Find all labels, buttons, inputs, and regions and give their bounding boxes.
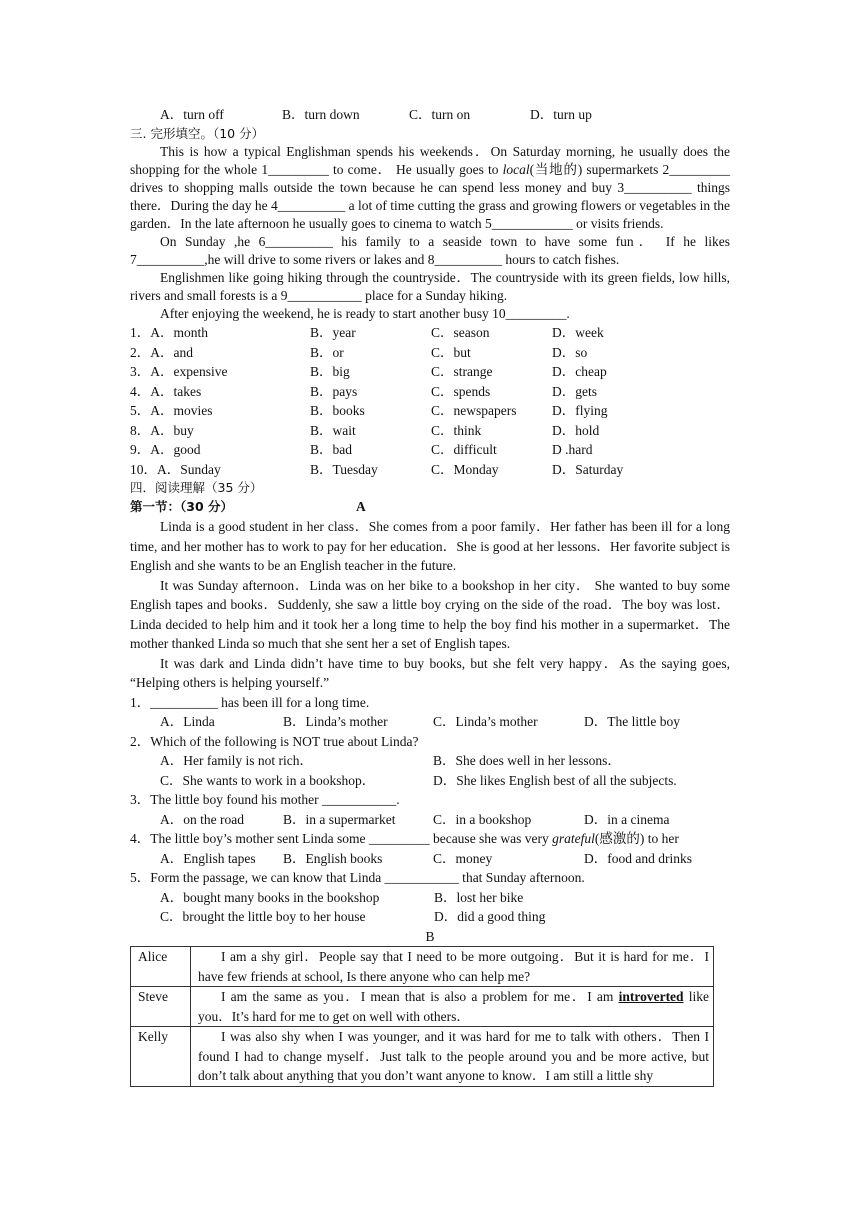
cloze-option: 9．A．good: [130, 442, 201, 457]
option-a: A．on the road: [160, 811, 244, 827]
cloze-option: 8．A．buy: [130, 422, 194, 438]
steve-text: I am the same as you．I mean that is also a problem for me．I am: [221, 989, 619, 1004]
option-a: A．Her family is not rich．: [160, 753, 313, 768]
cloze-option: C．newspapers: [431, 403, 517, 418]
cloze-option: C．think: [431, 422, 482, 438]
option-b: B．lost her bike: [434, 889, 524, 905]
cloze-option: 4．A．takes: [130, 383, 202, 399]
cloze-paragraph-2: On Sunday ,he 6__________ his family to a seaside town to have some fun． If he likes 7__________,he will drive to some rivers or lakes and 8__________ hours to catch fishes.: [130, 234, 730, 267]
section3-heading: 三. 完形填空。（10 分）: [130, 126, 265, 141]
option-d: D．She likes English best of all the subjects.: [433, 772, 677, 788]
question-4-gloss: (感激的) to her: [594, 831, 679, 846]
table-row: [131, 947, 714, 987]
option-b: B．Linda’s mother: [283, 714, 388, 729]
option-d: D．in a cinema: [584, 811, 670, 827]
cloze-paragraph-3: Englishmen like going hiking through the countryside．The countryside with its green fields, low hills, rivers and small forests is a 9___________ place for a Sunday hiking.: [130, 270, 730, 303]
cloze-option: B．books: [310, 403, 365, 418]
question-3: 3．The little boy found his mother ___________.: [130, 792, 400, 807]
option-a: A．Linda: [160, 714, 215, 729]
passage-b-label: B: [425, 928, 435, 944]
option-c: C．brought the little boy to her house: [160, 909, 366, 924]
cloze-options: [130, 323, 730, 479]
cloze-option: 2．A．and: [130, 344, 193, 360]
cloze-option: C．strange: [431, 364, 493, 379]
document-page: [130, 0, 730, 1087]
question-1: 1．__________ has been ill for a long time.: [130, 694, 370, 710]
question-5: 5．Form the passage, we can know that Linda ___________ that Sunday afternoon.: [130, 870, 585, 885]
question-4-text: 4．The little boy’s mother sent Linda some _________ because she was very: [130, 831, 553, 846]
cloze-option: B．pays: [310, 383, 358, 399]
table-cell-name: Steve: [131, 987, 191, 1027]
cloze-paragraph-1: This is how a typical Englishman spends his weekends．On Saturday morning, he usually does the shopping for the whole 1_________ to come． He usually goes to local(当地的) supermarkets 2_________ drives to shopping malls outside the town because he can spend less money and buy 3__________ things there．During the day he 4__________ a lot of time cutting the grass and growing flowers or vegetables in the garden．In the late afternoon he usually goes to cinema to watch 5____________ or visits friends.: [130, 144, 731, 231]
cloze-option: B．wait: [310, 422, 356, 438]
question-4-emphasis: grateful: [552, 831, 595, 846]
question-2-options: [130, 751, 730, 790]
option-b: B．English books: [283, 850, 383, 866]
cloze-option: C．season: [431, 325, 490, 340]
question-4-options: [130, 849, 730, 869]
part1-heading: 第一节：（30 分）: [130, 499, 233, 514]
cloze-option: B．year: [310, 325, 356, 340]
cloze-option: D．so: [552, 344, 588, 360]
cloze-option: B．or: [310, 344, 344, 360]
cloze-option: 5．A．movies: [130, 403, 213, 418]
option-c: C．money: [433, 850, 493, 866]
cloze-paragraph-4: After enjoying the weekend, he is ready to start another busy 10_________.: [160, 306, 570, 321]
passage-a-paragraph: Linda is a good student in her class．She comes from a poor family．Her father has been ill for a long time, and her mother has to work to pay for her education．She is good at her lessons．Her favorite subject is English and she wants to be an English teacher in the future.: [130, 519, 730, 573]
cloze-option: D．flying: [552, 403, 608, 418]
cloze-option: D .hard: [552, 442, 593, 457]
cloze-option: 3．A．expensive: [130, 364, 228, 379]
option-b: B．in a supermarket: [283, 811, 396, 827]
question-list: [130, 693, 730, 927]
option-d: D．The little boy: [584, 714, 680, 729]
top-options: [130, 105, 730, 125]
passage-a: [130, 517, 730, 693]
cloze-option: D．week: [552, 325, 604, 340]
section4-heading: 四．阅读理解（35 分）: [130, 480, 263, 495]
cloze-option: D．cheap: [552, 364, 607, 379]
top-option-b: B．turn down: [282, 107, 360, 122]
option-c: C．Linda’s mother: [433, 714, 538, 729]
option-a: A．bought many books in the bookshop: [160, 889, 380, 905]
option-d: D．did a good thing: [434, 909, 546, 924]
passage-a-label: A: [356, 499, 366, 514]
option-d: D．food and drinks: [584, 850, 692, 866]
passage-b-table: [130, 946, 714, 1087]
cloze-option: D．gets: [552, 383, 597, 399]
table-row: [131, 1027, 714, 1087]
table-cell-text: I am a shy girl．People say that I need to be more outgoing．But it is hard for me．I have few friends at school, Is there anyone who can help me?: [191, 947, 714, 987]
top-option-d: D．turn up: [530, 107, 592, 122]
cloze-option: C．but: [431, 344, 471, 360]
option-a: A．English tapes: [160, 850, 256, 866]
table-cell-name: Kelly: [131, 1027, 191, 1087]
cloze-option: B．Tuesday: [310, 461, 378, 477]
part1-row: [130, 497, 730, 517]
underlined-word: introverted: [618, 989, 684, 1004]
option-c: C．in a bookshop: [433, 811, 532, 827]
question-5-options: [130, 888, 730, 927]
table-cell-text: I was also shy when I was younger, and it was hard for me to talk with others．Then I found I had to change myself．Just talk to the people around you and be more active, but don’t talk about anything that you don’t want anyone to know．I am still a little shy: [191, 1027, 714, 1087]
option-c: C．She wants to work in a bookshop．: [160, 772, 376, 788]
passage-a-paragraph: It was Sunday afternoon．Linda was on her bike to a bookshop in her city． She wanted to buy some English tapes and books．Suddenly, she saw a little boy crying on the side of the road．The boy was lost．Linda decided to help him and it took her a long time to help the boy find his mother in a supermarket．The mother thanked Linda so much that she sent her a set of English tapes.: [130, 577, 730, 651]
question-3-options: [130, 810, 730, 830]
question-2: 2．Which of the following is NOT true about Linda?: [130, 733, 419, 749]
passage-a-paragraph: It was dark and Linda didn’t have time to buy books, but she felt very happy．As the saying goes, “Helping others is helping yourself.”: [130, 655, 730, 690]
table-row: [131, 987, 714, 1027]
cloze-option: B．big: [310, 364, 350, 379]
question-4: [130, 829, 730, 849]
cloze-option: 1．A．month: [130, 325, 209, 340]
cloze-option: D．hold: [552, 422, 600, 438]
top-option-c: C．turn on: [409, 107, 471, 122]
table-cell-text: [191, 987, 714, 1027]
cloze-option: B．bad: [310, 442, 352, 457]
cloze-option: C．spends: [431, 383, 491, 399]
top-option-a: A．turn off: [160, 107, 224, 122]
cloze-option: C．difficult: [431, 442, 497, 457]
cloze-option: 10．A．Sunday: [130, 461, 221, 477]
table-cell-name: Alice: [131, 947, 191, 987]
question-1-options: [130, 712, 730, 732]
cloze-option: D．Saturday: [552, 461, 624, 477]
steve-text-end: like you．It’s hard for me to get on well with others．: [198, 989, 709, 1024]
cloze-option: C．Monday: [431, 461, 499, 477]
option-b: B．She does well in her lessons．: [433, 753, 621, 768]
